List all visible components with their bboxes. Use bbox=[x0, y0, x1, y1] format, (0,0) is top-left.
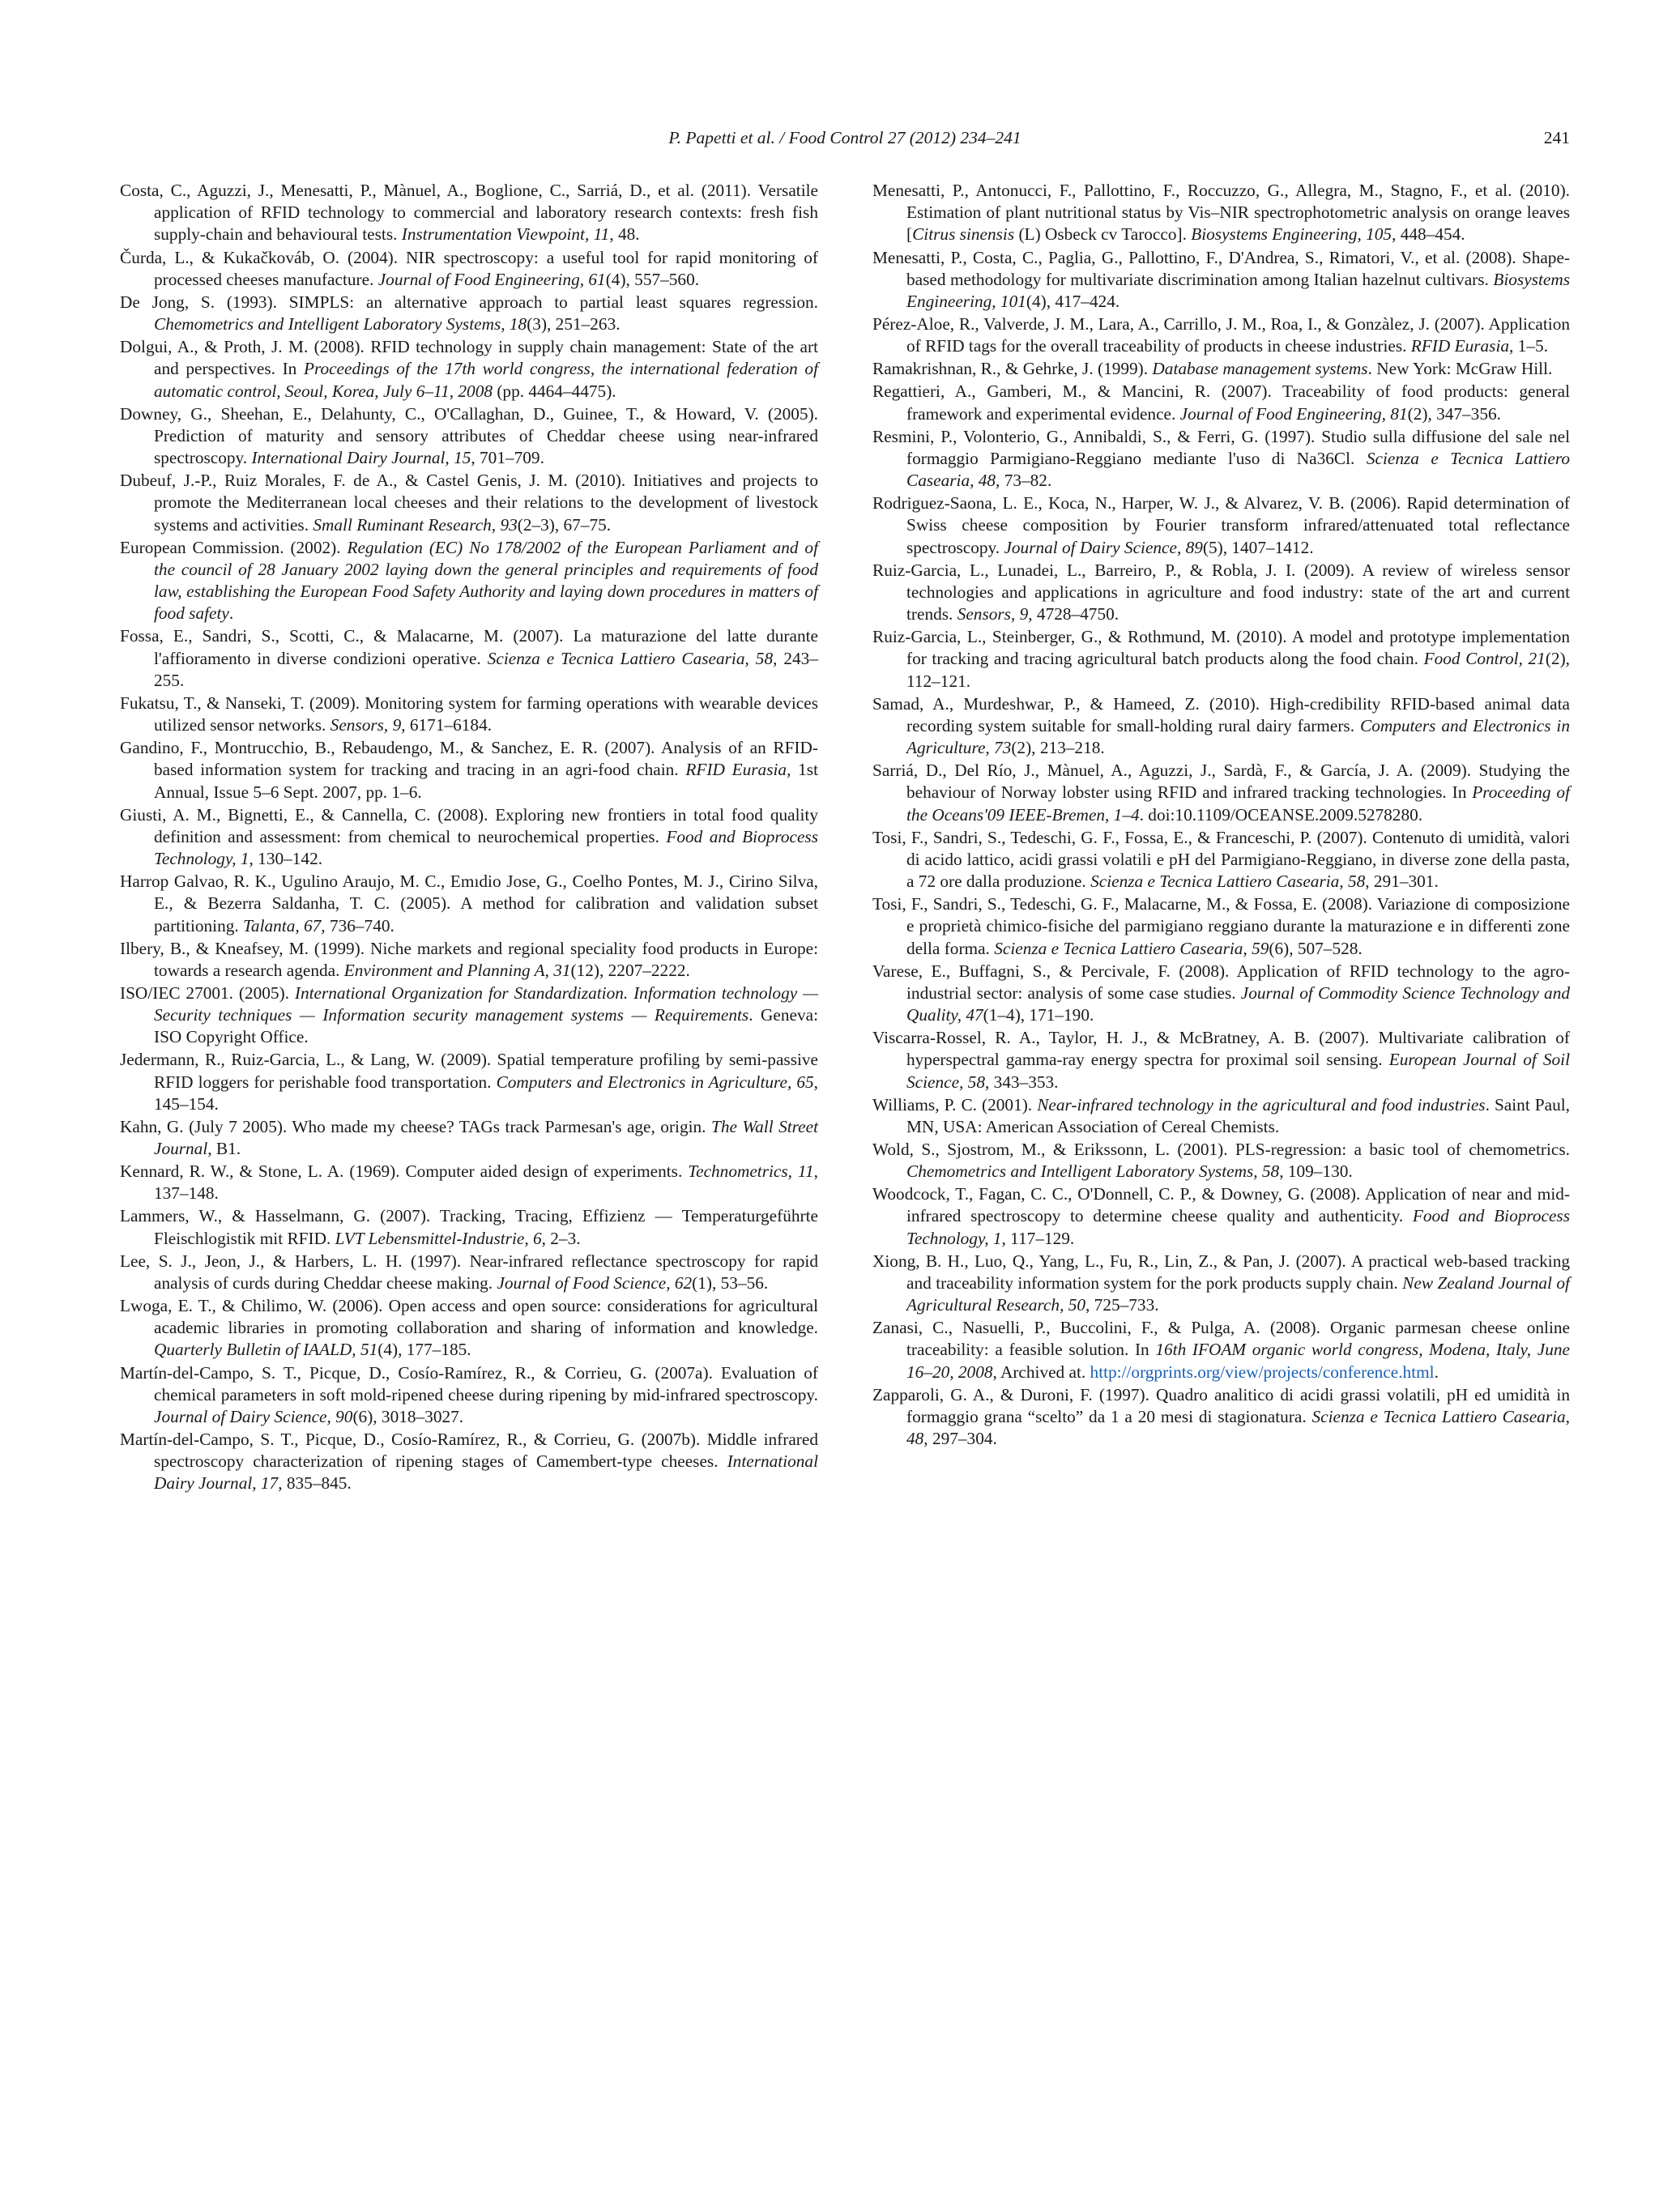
reference-source: Chemometrics and Intelligent Laboratory Systems, 18 bbox=[154, 314, 527, 334]
reference-text: , B1. bbox=[207, 1139, 241, 1159]
reference-entry bbox=[872, 827, 1570, 893]
reference-source: Scienza e Tecnica Lattiero Casearia, 59 bbox=[994, 938, 1269, 958]
reference-source: Journal of Commodity Science Technology and Quality, 47 bbox=[906, 982, 1570, 1025]
reference-text: . bbox=[228, 603, 234, 624]
reference-text: Zapparoli, G. A., & Duroni, F. (1997). Quadro analitico di acidi grassi volatili, pH ed umidità in formaggio grana “scelto” da 1 a 20 mesi di stagionatura. bbox=[872, 1384, 1570, 1426]
reference-entry bbox=[120, 180, 818, 246]
reference-text: (2), 112–121. bbox=[906, 649, 1570, 691]
reference-text: Costa, C., Aguzzi, J., Menesatti, P., Mànuel, A., Boglione, C., Sarriá, D., et al. (2011). Versatile application of RFID technology to commercial and laboratory research contexts: fresh fish supply-chain and behavioural tests. bbox=[120, 181, 818, 245]
reference-text: , 2–3. bbox=[541, 1228, 581, 1248]
reference-source: 16th IFOAM organic world congress, Modena, Italy, June 16–20, 2008 bbox=[906, 1340, 1570, 1382]
reference-text: Pérez-Aloe, R., Valverde, J. M., Lara, A., Carrillo, J. M., Roa, I., & Gonzàlez, J. (2007). Application of RFID tags for the overall traceability of products in cheese industries. bbox=[872, 314, 1570, 356]
reference-source: European Journal of Soil Science, 58 bbox=[906, 1050, 1570, 1092]
reference-entry bbox=[872, 1317, 1570, 1383]
reference-entry bbox=[120, 336, 818, 403]
reference-text: Williams, P. C. (2001). bbox=[872, 1094, 1038, 1115]
reference-source: Near-infrared technology in the agricultural and food industries bbox=[1037, 1094, 1486, 1115]
reference-text: (1–4), 171–190. bbox=[983, 1005, 1094, 1025]
reference-source: Computers and Electronics in Agriculture, 73 bbox=[906, 715, 1570, 758]
reference-source: Database management systems bbox=[1152, 359, 1368, 379]
reference-entry bbox=[120, 403, 818, 470]
reference-source: Journal of Food Engineering, 81 bbox=[1179, 403, 1408, 424]
reference-text: Tosi, F., Sandri, S., Tedeschi, G. F., Malacarne, M., & Fossa, E. (2008). Variazione di composizione e proprietà chimico-fisiche del parmigiano reggiano durante la maturazione e in differenti zone della forma. bbox=[872, 894, 1570, 958]
reference-text: Xiong, B. H., Luo, Q., Yang, L., Fu, R., Lin, Z., & Pan, J. (2007). A practical web-based tracking and traceability information system for the pork products supply chain. bbox=[872, 1251, 1570, 1293]
reference-entry bbox=[120, 804, 818, 871]
reference-source: Journal of Dairy Science, 90 bbox=[154, 1406, 353, 1426]
reference-text: . bbox=[1434, 1362, 1439, 1382]
references-left-column bbox=[120, 180, 818, 1496]
reference-text: (4), 557–560. bbox=[605, 269, 700, 289]
reference-text: Varese, E., Buffagni, S., & Percivale, F. (2008). Application of RFID technology to the agro-industrial sector: analysis of some case studies. bbox=[872, 961, 1570, 1003]
reference-source: New Zealand Journal of Agricultural Research, 50 bbox=[906, 1272, 1570, 1315]
reference-entry bbox=[120, 982, 818, 1049]
reference-text: Rodriguez-Saona, L. E., Koca, N., Harper, W. J., & Alvarez, V. B. (2006). Rapid determination of Swiss cheese composition by Fourier transform infrared/attenuated total reflectance spectroscopy. bbox=[872, 493, 1570, 557]
reference-text: ISO/IEC 27001. (2005). bbox=[120, 982, 295, 1003]
reference-text: , 1st Annual, Issue 5–6 Sept. 2007, pp. 1–6. bbox=[154, 760, 818, 802]
reference-text: Dubeuf, J.-P., Ruiz Morales, F. de A., & Castel Genis, J. M. (2010). Initiatives and projects to promote the Mediterranean local cheeses and their relations to the development of livestock systems and activities. bbox=[120, 471, 818, 535]
reference-entry bbox=[120, 1205, 818, 1249]
reference-text: , 117–129. bbox=[1001, 1228, 1075, 1248]
reference-entry bbox=[872, 893, 1570, 960]
reference-text: Viscarra-Rossel, R. A., Taylor, H. J., & McBratney, A. B. (2007). Multivariate calibration of hyperspectral gamma-ray energy spectra for proximal soil sensing. bbox=[872, 1028, 1570, 1070]
reference-text: , 1–5. bbox=[1509, 336, 1548, 356]
reference-source: Food and Bioprocess Technology, 1 bbox=[906, 1206, 1570, 1248]
reference-text: , Archived at. bbox=[992, 1362, 1090, 1382]
reference-entry bbox=[872, 1183, 1570, 1250]
reference-text: Lammers, W., & Hasselmann, G. (2007). Tracking, Tracing, Effizienz — Temperaturgeführte Fleischlogistik mit RFID. bbox=[120, 1206, 818, 1248]
reference-entry bbox=[872, 358, 1570, 380]
reference-source: Journal of Dairy Science, 89 bbox=[1004, 537, 1203, 557]
reference-text: Dolgui, A., & Proth, J. M. (2008). RFID technology in supply chain management: State of the art and perspectives. In bbox=[120, 337, 818, 379]
reference-source: Food Control, 21 bbox=[1423, 649, 1546, 669]
reference-text: Harrop Galvao, R. K., Ugulino Araujo, M. C., Emıdio Jose, G., Coelho Pontes, M. J., Cirino Silva, E., & Bezerra Saldanha, T. C. (2005). A method for calibration and validation subset partitioning. bbox=[120, 872, 818, 936]
reference-text: Kahn, G. (July 7 2005). Who made my cheese? TAGs track Parmesan's age, origin. bbox=[120, 1116, 711, 1136]
reference-text: , 725–733. bbox=[1085, 1295, 1159, 1315]
reference-text: Lee, S. J., Jeon, J., & Harbers, L. H. (1997). Near-infrared reflectance spectroscopy for rapid analysis of curds during Cheddar cheese making. bbox=[120, 1251, 818, 1293]
reference-entry bbox=[872, 1384, 1570, 1451]
reference-source: Sensors, 9 bbox=[330, 715, 402, 735]
reference-text: Samad, A., Murdeshwar, P., & Hameed, Z. (2010). High-credibility RFID-based animal data recording system suitable for small-holding rural dairy farmers. bbox=[872, 693, 1570, 735]
reference-source: RFID Eurasia bbox=[1410, 336, 1510, 356]
reference-text: Ruiz-Garcia, L., Lunadei, L., Barreiro, P., & Robla, J. I. (2009). A review of wireless sensor technologies and applications in agriculture and food industry: state of the art and current trends. bbox=[872, 560, 1570, 624]
reference-text: , 137–148. bbox=[154, 1161, 818, 1204]
reference-text: Fukatsu, T., & Nanseki, T. (2009). Monitoring system for farming operations with wearable devices utilized sensor networks. bbox=[120, 693, 818, 735]
reference-text: , 4728–4750. bbox=[1028, 604, 1120, 624]
reference-text: Regattieri, A., Gamberi, M., & Mancini, R. (2007). Traceability of food products: general framework and experimental evidence. bbox=[872, 381, 1570, 424]
reference-text: Woodcock, T., Fagan, C. C., O'Donnell, C. P., & Downey, G. (2008). Application of near and mid-infrared spectroscopy to determine cheese quality and authenticity. bbox=[872, 1184, 1570, 1226]
reference-entry bbox=[872, 247, 1570, 313]
reference-source: RFID Eurasia bbox=[685, 760, 787, 780]
reference-text: (4), 177–185. bbox=[377, 1340, 471, 1360]
reference-text: , 291–301. bbox=[1365, 872, 1439, 892]
reference-text: Wold, S., Sjostrom, M., & Erikssonn, L. (2001). PLS-regression: a basic tool of chemometrics. bbox=[872, 1139, 1570, 1159]
reference-source: LVT Lebensmittel-Industrie, 6 bbox=[335, 1228, 542, 1248]
running-header bbox=[120, 128, 1570, 156]
reference-text: Resmini, P., Volonterio, G., Annibaldi, S., & Ferri, G. (1997). Studio sulla diffusione del sale nel formaggio Parmigiano-Reggiano mediante l'uso di Na36Cl. bbox=[872, 426, 1570, 468]
reference-text: Jedermann, R., Ruiz-Garcia, L., & Lang, W. (2009). Spatial temperature profiling by semi-passive RFID loggers for perishable food transportation. bbox=[120, 1050, 818, 1092]
reference-source: Chemometrics and Intelligent Laboratory Systems, 58 bbox=[906, 1161, 1280, 1182]
reference-source: Technometrics, 11 bbox=[688, 1161, 814, 1182]
reference-entry bbox=[120, 247, 818, 291]
reference-text: , 145–154. bbox=[154, 1072, 818, 1114]
reference-text: Ramakrishnan, R., & Gehrke, J. (1999). bbox=[872, 359, 1153, 379]
reference-entry bbox=[120, 470, 818, 536]
reference-entry bbox=[120, 625, 818, 692]
reference-text: Gandino, F., Montrucchio, B., Rebaudengo, M., & Sanchez, E. R. (2007). Analysis of an RFID-based information system for tracking and tracing in an agri-food chain. bbox=[120, 738, 818, 780]
reference-text: , 243–255. bbox=[154, 648, 818, 690]
reference-source: Biosystems Engineering, 101 bbox=[906, 269, 1570, 311]
reference-source: Sensors, 9 bbox=[957, 604, 1029, 624]
reference-text: , 701–709. bbox=[471, 448, 544, 467]
reference-text: (12), 2207–2222. bbox=[570, 960, 690, 980]
reference-text: , 48. bbox=[609, 224, 640, 245]
reference-text: (4), 417–424. bbox=[1026, 291, 1120, 311]
reference-source: Food and Bioprocess Technology, 1 bbox=[154, 826, 819, 868]
reference-text: Kennard, R. W., & Stone, L. A. (1969). Computer aided design of experiments. bbox=[120, 1161, 689, 1182]
reference-entry bbox=[120, 938, 818, 982]
reference-entry bbox=[120, 693, 818, 736]
reference-text: Ruiz-Garcia, L., Steinberger, G., & Rothmund, M. (2010). A model and prototype implementation for tracking and tracing agricultural batch products along the food chain. bbox=[872, 627, 1570, 669]
reference-text: Fossa, E., Sandri, S., Scotti, C., & Malacarne, M. (2007). La maturazione del latte durante l'affioramento in diverse condizioni operative. bbox=[120, 626, 818, 668]
reference-entry bbox=[872, 426, 1570, 492]
reference-text: (2), 347–356. bbox=[1407, 403, 1501, 424]
reference-entry bbox=[872, 381, 1570, 424]
reference-entry bbox=[872, 626, 1570, 693]
reference-source: International Dairy Journal, 17 bbox=[154, 1451, 818, 1494]
reference-text: Downey, G., Sheehan, E., Delahunty, C., O'Callaghan, D., Guinee, T., & Howard, V. (2005). Prediction of maturity and sensory attributes of Cheddar cheese using near-infrared spectroscopy. bbox=[120, 403, 818, 467]
reference-source: Computers and Electronics in Agriculture, 65 bbox=[496, 1072, 814, 1092]
reference-entry bbox=[872, 1027, 1570, 1093]
reference-entry bbox=[872, 1139, 1570, 1183]
reference-entry bbox=[120, 1116, 818, 1160]
reference-text: Martín-del-Campo, S. T., Picque, D., Cosío-Ramírez, R., & Corrieu, G. (2007b). Middle infrared spectroscopy characterization of ripening stages of Camembert-type cheeses. bbox=[120, 1430, 818, 1472]
reference-entry bbox=[872, 961, 1570, 1027]
reference-entry bbox=[120, 292, 818, 335]
reference-text: Tosi, F., Sandri, S., Tedeschi, G. F., Fossa, E., & Franceschi, P. (2007). Contenuto di umidità, valori di acido lattico, acidi grassi volatili e pH del Parmigiano-Reggiano, in diverse zone della pasta, a 72 ore dalla produzione. bbox=[872, 827, 1570, 892]
reference-entry bbox=[872, 1251, 1570, 1317]
journal-citation: P. Papetti et al. / Food Control 27 (2012) 234–241 bbox=[668, 128, 1021, 147]
reference-text: . doi:10.1109/OCEANSE.2009.5278280. bbox=[1139, 804, 1423, 825]
reference-source: Scienza e Tecnica Lattiero Casearia, 58 bbox=[487, 648, 774, 668]
reference-text: , 448–454. bbox=[1392, 224, 1465, 245]
reference-text: (1), 53–56. bbox=[692, 1272, 769, 1293]
reference-entry bbox=[872, 313, 1570, 357]
references-right-column bbox=[872, 180, 1570, 1451]
reference-text: (L) Osbeck cv Tarocco]. bbox=[1014, 224, 1192, 245]
reference-source: Journal of Food Engineering, 61 bbox=[377, 269, 606, 289]
reference-text: Menesatti, P., Antonucci, F., Pallottino, F., Roccuzzo, G., Allegra, M., Stagno, F., et al. (2010). Estimation of plant nutritional status by Vis–NIR spectrophotometric analysis on orange leaves [ bbox=[872, 181, 1570, 245]
reference-entry bbox=[120, 871, 818, 937]
reference-text: Giusti, A. M., Bignetti, E., & Cannella, C. (2008). Exploring new frontiers in total food quality definition and assessment: from chemical to neurochemical properties. bbox=[120, 804, 818, 846]
reference-source: Talanta, 67 bbox=[243, 915, 322, 936]
reference-entry bbox=[120, 1362, 818, 1429]
reference-source: Environment and Planning A, 31 bbox=[343, 960, 571, 980]
reference-entry bbox=[872, 180, 1570, 246]
reference-source: Quarterly Bulletin of IAALD, 51 bbox=[154, 1340, 378, 1360]
reference-text: Lwoga, E. T., & Chilimo, W. (2006). Open access and open source: considerations for agricultural academic libraries in promoting collaboration and sharing of information and knowledge. bbox=[120, 1296, 818, 1338]
reference-text: Ilbery, B., & Kneafsey, M. (1999). Niche markets and regional speciality food products in Europe: towards a research agenda. bbox=[120, 938, 818, 980]
reference-text: Martín-del-Campo, S. T., Picque, D., Cosío-Ramírez, R., & Corrieu, G. (2007a). Evaluation of chemical parameters in soft mold-ripened cheese during ripening by mid-infrared spectroscopy. bbox=[120, 1362, 818, 1404]
reference-source: Scienza e Tecnica Lattiero Casearia, 48 bbox=[906, 1406, 1570, 1449]
reference-entry bbox=[872, 492, 1570, 559]
reference-text: , 130–142. bbox=[249, 849, 323, 868]
reference-entry bbox=[120, 1429, 818, 1495]
reference-text: Zanasi, C., Nasuelli, P., Buccolini, F., & Pulga, A. (2008). Organic parmesan cheese online traceability: a feasible solution. In bbox=[872, 1318, 1570, 1360]
reference-entry bbox=[120, 1251, 818, 1294]
reference-text: (2–3), 67–75. bbox=[517, 514, 612, 535]
reference-entry bbox=[872, 560, 1570, 626]
reference-source: International Organization for Standardization. Information technology — Security techniques — Information security management systems — Requirements bbox=[154, 982, 818, 1025]
reference-url[interactable]: http://orgprints.org/view/projects/conference.html bbox=[1090, 1362, 1435, 1382]
page-number: 241 bbox=[1543, 128, 1570, 147]
reference-text: , 109–130. bbox=[1279, 1161, 1353, 1182]
reference-source: Proceedings of the 17th world congress, the international federation of automatic control, Seoul, Korea, July 6–11, 2008 bbox=[154, 359, 818, 401]
reference-text: (3), 251–263. bbox=[527, 314, 621, 334]
reference-text: Sarriá, D., Del Río, J., Mànuel, A., Aguzzi, J., Sardà, F., & García, J. A. (2009). Studying the behaviour of Norway lobster using RFID and infrared tracking technologies. In bbox=[872, 761, 1570, 803]
reference-text: , 343–353. bbox=[984, 1072, 1059, 1092]
reference-text: . Geneva: ISO Copyright Office. bbox=[154, 1005, 818, 1047]
reference-text: . New York: McGraw Hill. bbox=[1367, 359, 1553, 379]
reference-source: The Wall Street Journal bbox=[154, 1116, 818, 1159]
reference-text: (5), 1407–1412. bbox=[1202, 537, 1314, 557]
reference-text: Menesatti, P., Costa, C., Paglia, G., Pallottino, F., D'Andrea, S., Rimatori, V., et al. (2008). Shape-based methodology for multivariate discrimination among Italian hazelnut cultivars. bbox=[872, 247, 1570, 289]
reference-entry bbox=[120, 537, 818, 625]
reference-text: (2), 213–218. bbox=[1011, 738, 1105, 758]
reference-source: Citrus sinensis bbox=[912, 224, 1015, 245]
reference-source: Regulation (EC) No 178/2002 of the European Parliament and of the council of 28 January 2002 laying down the general principles and requirements of food law, establishing the European Food Safety Authority and laying down procedures in matters of food safety bbox=[154, 537, 818, 624]
reference-text: , 736–740. bbox=[321, 915, 394, 936]
reference-source: Small Ruminant Research, 93 bbox=[313, 514, 518, 535]
reference-entry bbox=[872, 1094, 1570, 1138]
reference-source: Biosystems Engineering, 105 bbox=[1191, 224, 1392, 245]
reference-source: Proceeding of the Oceans'09 IEEE-Bremen, 1–4 bbox=[906, 782, 1571, 825]
reference-source: International Dairy Journal, 15 bbox=[251, 448, 471, 467]
reference-entry bbox=[872, 693, 1570, 760]
reference-text: , 73–82. bbox=[996, 471, 1052, 491]
reference-text: De Jong, S. (1993). SIMPLS: an alternative approach to partial least squares regression. bbox=[120, 292, 818, 312]
reference-text: European Commission. (2002). bbox=[120, 537, 348, 557]
reference-entry bbox=[120, 1161, 818, 1204]
reference-text: . Saint Paul, MN, USA: American Association of Cereal Chemists. bbox=[906, 1094, 1570, 1136]
reference-source: Instrumentation Viewpoint, 11 bbox=[401, 224, 610, 245]
reference-text: , 6171–6184. bbox=[401, 715, 493, 735]
reference-entry bbox=[120, 737, 818, 803]
reference-text: (pp. 4464–4475). bbox=[493, 381, 616, 401]
reference-source: Scienza e Tecnica Lattiero Casearia, 48 bbox=[906, 448, 1570, 491]
reference-source: Scienza e Tecnica Lattiero Casearia, 58 bbox=[1090, 872, 1366, 892]
reference-text: , 297–304. bbox=[923, 1429, 997, 1449]
reference-text: Čurda, L., & Kukačkováb, O. (2004). NIR spectroscopy: a useful tool for rapid monitoring of processed cheeses manufacture. bbox=[120, 247, 818, 289]
reference-entry bbox=[120, 1295, 818, 1362]
reference-entry bbox=[872, 760, 1570, 826]
reference-text: (6), 507–528. bbox=[1269, 938, 1363, 958]
reference-entry bbox=[120, 1049, 818, 1115]
reference-text: (6), 3018–3027. bbox=[352, 1406, 464, 1426]
reference-text: , 835–845. bbox=[278, 1473, 352, 1494]
reference-source: Journal of Food Science, 62 bbox=[497, 1272, 693, 1293]
